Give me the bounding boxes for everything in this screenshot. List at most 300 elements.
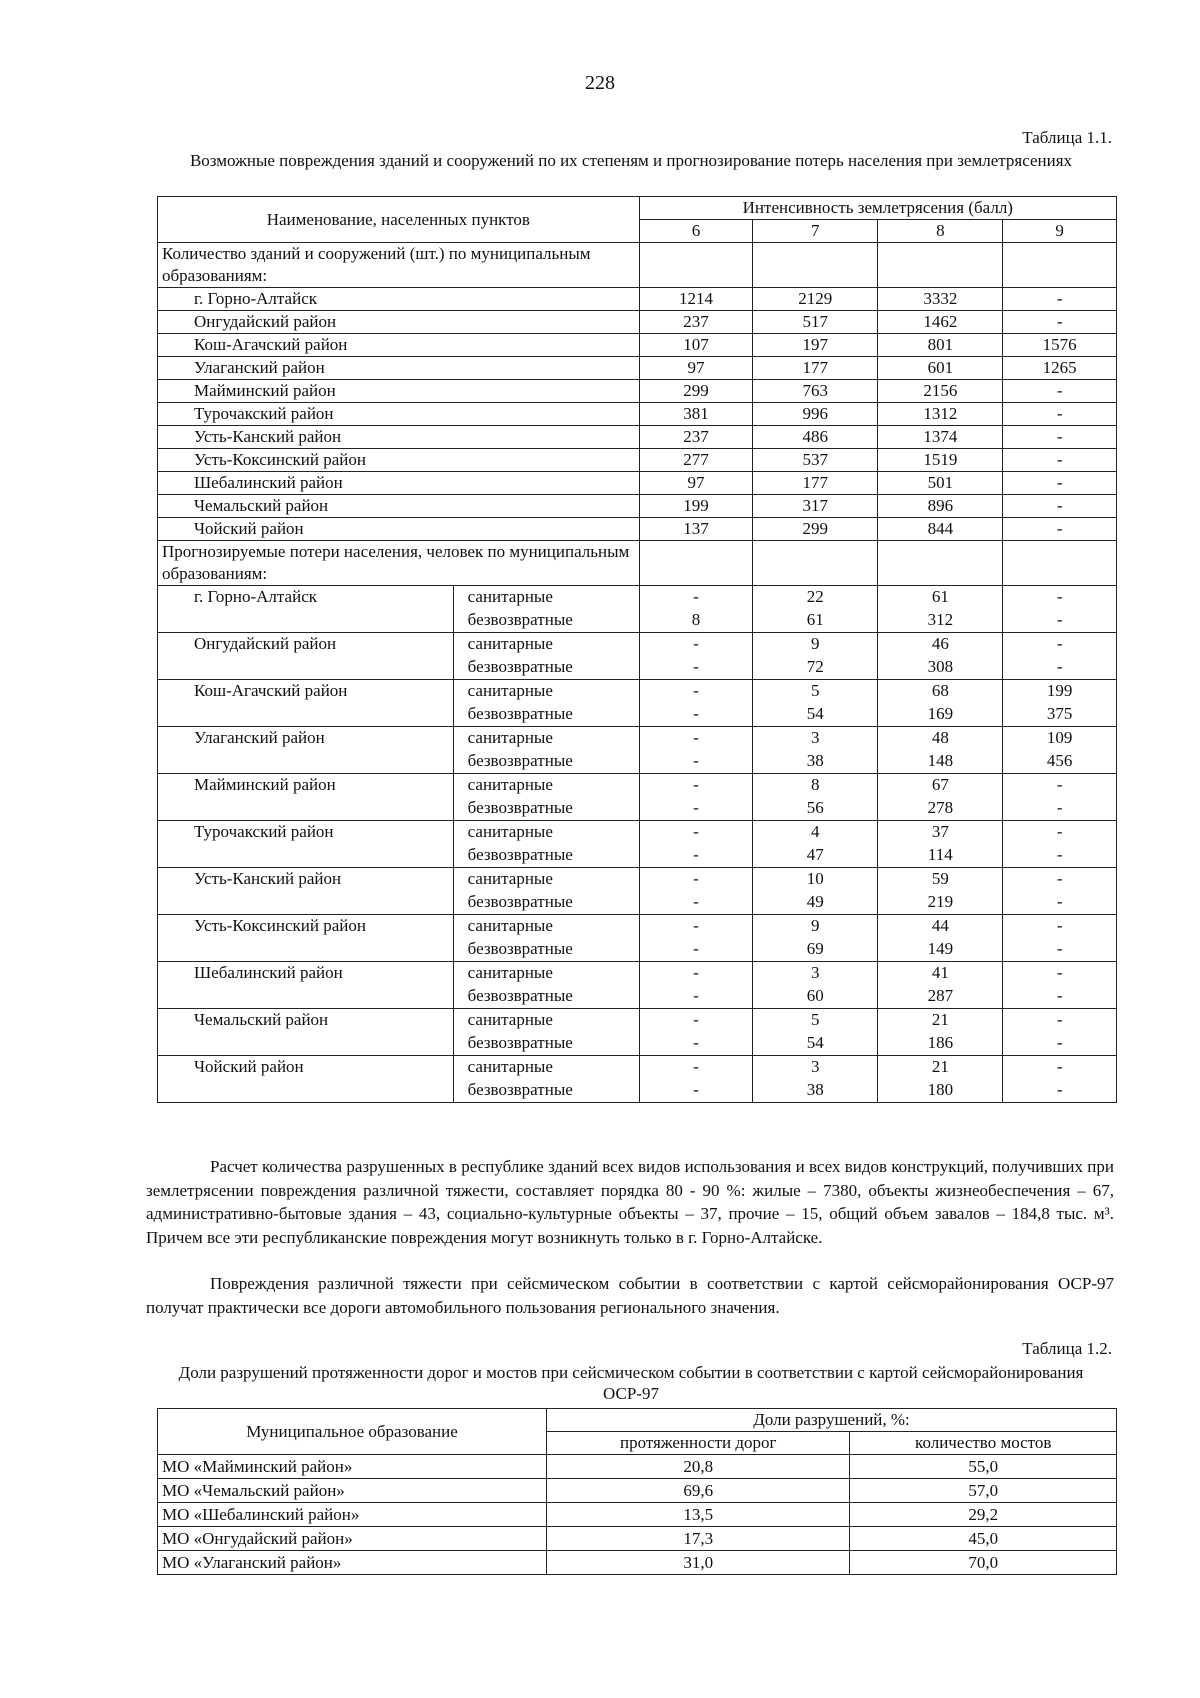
irrecoverable-value: 149 [927,939,954,958]
loss-type-irrecoverable: безвозвратные [467,939,573,958]
sanitary-value: 109 [1046,728,1073,747]
buildings-count-cell: 1374 [878,426,1003,449]
irrecoverable-value: - [693,1080,699,1099]
bridges-share: 45,0 [850,1527,1117,1551]
roads-share: 20,8 [547,1455,850,1479]
page-number: 228 [585,72,615,94]
sanitary-value: 5 [811,1010,820,1029]
loss-type-irrecoverable: безвозвратные [467,751,573,770]
roads-bridges-table [157,1408,1117,1575]
roads-share: 69,6 [547,1479,850,1503]
loss-value-cell [753,821,878,868]
table-row [158,727,1117,774]
sanitary-value: 61 [931,587,949,606]
empty-cell [753,541,878,586]
table-row [158,426,1117,449]
loss-value-cell [878,727,1003,774]
buildings-count-cell: - [1003,288,1117,311]
header-intensity: Интенсивность землетрясения (балл) [639,197,1116,220]
loss-value-cell [1003,821,1117,868]
buildings-count-cell: 317 [753,495,878,518]
sanitary-value: 9 [811,634,820,653]
loss-type-sanitary: санитарные [467,916,553,935]
irrecoverable-value: - [693,1033,699,1052]
empty-cell [878,541,1003,586]
loss-type-cell [453,633,639,680]
table-row [158,586,1117,633]
buildings-count-cell: - [1003,495,1117,518]
irrecoverable-value: 169 [927,704,954,723]
loss-type-irrecoverable: безвозвратные [467,1080,573,1099]
buildings-count-cell: - [1003,472,1117,495]
roads-share: 31,0 [547,1551,850,1575]
sanitary-value: - [1056,1010,1063,1029]
table-row [158,449,1117,472]
sanitary-value: 41 [931,963,949,982]
district-name: Чойский район [158,518,640,541]
loss-value-cell [1003,774,1117,821]
loss-value-cell [878,680,1003,727]
table-row [158,680,1117,727]
empty-cell [639,541,753,586]
table-row [158,915,1117,962]
district-name: Кош-Агачский район [158,334,640,357]
loss-type-cell [453,680,639,727]
empty-cell [1003,243,1117,288]
sanitary-value: - [1056,869,1063,888]
district-name: Майминский район [158,774,454,821]
irrecoverable-value: 278 [927,798,954,817]
loss-value-cell [1003,962,1117,1009]
loss-value-cell [753,727,878,774]
loss-value-cell [753,962,878,1009]
municipality-name: МО «Майминский район» [158,1455,547,1479]
irrecoverable-value: 72 [806,657,824,676]
district-name: Усть-Коксинский район [158,449,640,472]
loss-type-sanitary: санитарные [467,634,553,653]
irrecoverable-value: - [1056,657,1063,676]
district-name: Чемальский район [158,495,640,518]
sanitary-value: 21 [931,1057,949,1076]
irrecoverable-value: 47 [806,845,824,864]
buildings-count-cell: 237 [639,426,753,449]
loss-type-irrecoverable: безвозвратные [467,704,573,723]
sanitary-value: - [693,822,699,841]
loss-type-sanitary: санитарные [467,1057,553,1076]
sanitary-value: 10 [806,869,824,888]
table-row [158,1479,1117,1503]
sanitary-value: 3 [811,963,820,982]
loss-type-irrecoverable: безвозвратные [467,610,573,629]
buildings-count-cell: 801 [878,334,1003,357]
irrecoverable-value: 61 [806,610,824,629]
empty-cell [1003,541,1117,586]
district-name: Чемальский район [158,1009,454,1056]
buildings-count-cell: 197 [753,334,878,357]
loss-value-cell [1003,1056,1117,1103]
roads-share: 13,5 [547,1503,850,1527]
loss-value-cell [878,868,1003,915]
sanitary-value: 9 [811,916,820,935]
buildings-count-cell: 237 [639,311,753,334]
loss-type-sanitary: санитарные [467,587,553,606]
buildings-count-cell: 97 [639,357,753,380]
table2-label: Таблица 1.2. [1022,1339,1112,1358]
irrecoverable-value: 8 [691,610,701,629]
buildings-count-cell: 299 [639,380,753,403]
district-name: Турочакский район [158,821,454,868]
sanitary-value: 21 [931,1010,949,1029]
sanitary-value: 8 [811,775,820,794]
loss-value-cell [753,586,878,633]
loss-type-sanitary: санитарные [467,1010,553,1029]
table-row [158,868,1117,915]
irrecoverable-value: - [693,986,699,1005]
table-row [158,403,1117,426]
sanitary-value: 68 [931,681,949,700]
loss-type-cell [453,915,639,962]
loss-value-cell [753,868,878,915]
loss-value-cell [753,1056,878,1103]
loss-value-cell [753,633,878,680]
loss-value-cell [639,680,753,727]
municipality-name: МО «Чемальский район» [158,1479,547,1503]
irrecoverable-value: - [1056,892,1063,911]
district-name: г. Горно-Алтайск [158,288,640,311]
district-name: Кош-Агачский район [158,680,454,727]
irrecoverable-value: 54 [806,704,824,723]
loss-value-cell [878,962,1003,1009]
loss-type-cell [453,868,639,915]
district-name: г. Горно-Алтайск [158,586,454,633]
table2-title: Доли разрушений протяженности дорог и мостов при сейсмическом событии в соответствии с картой сейсморайонирования ОСР-97 [178,1363,1084,1403]
buildings-count-cell: 199 [639,495,753,518]
loss-value-cell [753,774,878,821]
buildings-count-cell: - [1003,380,1117,403]
sanitary-value: 3 [811,728,820,747]
sanitary-value: 46 [931,634,949,653]
irrecoverable-value: - [693,657,699,676]
loss-value-cell [639,821,753,868]
loss-type-irrecoverable: безвозвратные [467,986,573,1005]
table-row [158,774,1117,821]
loss-value-cell [878,1009,1003,1056]
irrecoverable-value: - [1056,1080,1063,1099]
sanitary-value: - [1056,634,1063,653]
sanitary-value: - [1056,775,1063,794]
irrecoverable-value: - [693,798,699,817]
loss-value-cell [753,680,878,727]
irrecoverable-value: 456 [1046,751,1073,770]
table-row [158,311,1117,334]
sanitary-value: - [693,587,699,606]
loss-type-irrecoverable: безвозвратные [467,892,573,911]
loss-type-irrecoverable: безвозвратные [467,845,573,864]
sanitary-value: 37 [931,822,949,841]
loss-type-sanitary: санитарные [467,822,553,841]
section-row-buildings [158,243,1117,288]
district-name: Шебалинский район [158,962,454,1009]
buildings-count-cell: 501 [878,472,1003,495]
table-row [158,357,1117,380]
empty-cell [878,243,1003,288]
loss-value-cell [878,633,1003,680]
table-row [158,1056,1117,1103]
section-row-losses [158,541,1117,586]
irrecoverable-value: - [1056,1033,1063,1052]
district-name: Усть-Коксинский район [158,915,454,962]
buildings-count-cell: 601 [878,357,1003,380]
sanitary-value: - [693,775,699,794]
irrecoverable-value: 148 [927,751,954,770]
table-row [158,821,1117,868]
buildings-count-cell: 763 [753,380,878,403]
sanitary-value: - [1056,587,1063,606]
table-row [158,1009,1117,1056]
header-col-7: 7 [753,220,878,243]
buildings-count-cell: 97 [639,472,753,495]
irrecoverable-value: 287 [927,986,954,1005]
irrecoverable-value: 54 [806,1033,824,1052]
irrecoverable-value: - [693,845,699,864]
loss-type-irrecoverable: безвозвратные [467,1033,573,1052]
header-municipality: Муниципальное образование [158,1409,547,1455]
buildings-count-cell: 517 [753,311,878,334]
buildings-count-cell: - [1003,518,1117,541]
buildings-count-cell: 996 [753,403,878,426]
buildings-count-cell: 1265 [1003,357,1117,380]
loss-type-sanitary: санитарные [467,681,553,700]
header-name-col: Наименование, населенных пунктов [158,197,640,243]
district-name: Улаганский район [158,357,640,380]
irrecoverable-value: - [693,704,699,723]
loss-type-irrecoverable: безвозвратные [467,798,573,817]
irrecoverable-value: - [693,939,699,958]
sanitary-value: - [1056,963,1063,982]
municipality-name: МО «Онгудайский район» [158,1527,547,1551]
loss-value-cell [639,1009,753,1056]
damage-forecast-table [157,196,1117,1103]
loss-value-cell [639,868,753,915]
loss-type-cell [453,727,639,774]
buildings-count-cell: 486 [753,426,878,449]
header-col-6: 6 [639,220,753,243]
district-name: Турочакский район [158,403,640,426]
loss-type-cell [453,821,639,868]
district-name: Усть-Канский район [158,868,454,915]
district-name: Чойский район [158,1056,454,1103]
irrecoverable-value: 56 [806,798,824,817]
sanitary-value: - [693,728,699,747]
sanitary-value: - [1056,916,1063,935]
district-name: Шебалинский район [158,472,640,495]
sanitary-value: - [693,634,699,653]
loss-value-cell [1003,868,1117,915]
irrecoverable-value: - [1056,610,1063,629]
loss-type-cell [453,774,639,821]
loss-type-cell [453,1056,639,1103]
sanitary-value: - [693,869,699,888]
table-row [158,1503,1117,1527]
irrecoverable-value: - [693,751,699,770]
municipality-name: МО «Улаганский район» [158,1551,547,1575]
table-row [158,1455,1117,1479]
loss-type-irrecoverable: безвозвратные [467,657,573,676]
district-name: Онгудайский район [158,633,454,680]
loss-value-cell [1003,727,1117,774]
loss-type-cell [453,962,639,1009]
buildings-count-cell: 537 [753,449,878,472]
table-row [158,518,1117,541]
empty-cell [753,243,878,288]
header-roads: протяженности дорог [547,1432,850,1455]
buildings-count-cell: - [1003,426,1117,449]
loss-value-cell [639,586,753,633]
sanitary-value: 5 [811,681,820,700]
table-row [158,495,1117,518]
loss-value-cell [1003,586,1117,633]
district-name: Онгудайский район [158,311,640,334]
paragraph-destruction-estimate: Расчет количества разрушенных в республике зданий всех видов использования и всех видов конструкций, получивших при землетрясении повреждения различной тяжести, составляет порядка 80 - 90 %: жилые – 7380, объекты жизнеобеспечения – 67, административно-бытовые здания – 43, социально-культурные объекты – 37, прочие – 15, общий объем завалов – 184,8 тыс. м³. Причем все эти республиканские повреждения могут возникнуть только в г. Горно-Алтайске. [146,1157,1114,1247]
buildings-count-cell: 2129 [753,288,878,311]
sanitary-value: - [693,1057,699,1076]
irrecoverable-value: 219 [927,892,954,911]
irrecoverable-value: 312 [927,610,954,629]
loss-value-cell [878,1056,1003,1103]
buildings-count-cell: 177 [753,357,878,380]
sanitary-value: 59 [931,869,949,888]
sanitary-value: - [1056,1057,1063,1076]
buildings-count-cell: 1312 [878,403,1003,426]
irrecoverable-value: - [693,892,699,911]
loss-value-cell [639,915,753,962]
irrecoverable-value: 114 [927,845,953,864]
loss-type-sanitary: санитарные [467,869,553,888]
buildings-count-cell: 107 [639,334,753,357]
roads-share: 17,3 [547,1527,850,1551]
buildings-count-cell: 844 [878,518,1003,541]
irrecoverable-value: 308 [927,657,954,676]
sanitary-value: 22 [806,587,824,606]
sanitary-value: - [693,1010,699,1029]
table-row [158,288,1117,311]
loss-value-cell [753,1009,878,1056]
loss-value-cell [753,915,878,962]
sanitary-value: - [1056,822,1063,841]
irrecoverable-value: 186 [927,1033,954,1052]
sanitary-value: 67 [931,775,949,794]
section-title-losses: Прогнозируемые потери населения, человек по муниципальным образованиям: [158,541,640,586]
sanitary-value: 44 [931,916,949,935]
buildings-count-cell: - [1003,403,1117,426]
sanitary-value: 4 [811,822,820,841]
loss-value-cell [639,774,753,821]
district-name: Улаганский район [158,727,454,774]
header-col-8: 8 [878,220,1003,243]
header-col-9: 9 [1003,220,1117,243]
loss-value-cell [878,774,1003,821]
municipality-name: МО «Шебалинский район» [158,1503,547,1527]
buildings-count-cell: 177 [753,472,878,495]
loss-value-cell [639,727,753,774]
loss-type-sanitary: санитарные [467,775,553,794]
buildings-count-cell: 3332 [878,288,1003,311]
sanitary-value: - [693,681,699,700]
loss-value-cell [1003,915,1117,962]
buildings-count-cell: 277 [639,449,753,472]
irrecoverable-value: 60 [806,986,824,1005]
section-title-buildings: Количество зданий и сооружений (шт.) по муниципальным образованиям: [158,243,640,288]
irrecoverable-value: 38 [806,751,824,770]
loss-value-cell [639,1056,753,1103]
irrecoverable-value: 180 [927,1080,954,1099]
sanitary-value: - [693,916,699,935]
loss-value-cell [878,586,1003,633]
buildings-count-cell: 1576 [1003,334,1117,357]
bridges-share: 70,0 [850,1551,1117,1575]
buildings-count-cell: 137 [639,518,753,541]
buildings-count-cell: 896 [878,495,1003,518]
loss-type-cell [453,1009,639,1056]
buildings-count-cell: 1519 [878,449,1003,472]
table1-title: Возможные повреждения зданий и сооружений по их степеням и прогнозирование потерь населения при землетрясениях [189,151,1073,170]
district-name: Майминский район [158,380,640,403]
irrecoverable-value: 38 [806,1080,824,1099]
buildings-count-cell: - [1003,449,1117,472]
buildings-count-cell: 1214 [639,288,753,311]
table-row [158,334,1117,357]
loss-type-sanitary: санитарные [467,963,553,982]
table-row [158,472,1117,495]
irrecoverable-value: - [1056,798,1063,817]
irrecoverable-value: - [1056,939,1063,958]
irrecoverable-value: 69 [806,939,824,958]
loss-type-sanitary: санитарные [467,728,553,747]
table-row [158,1527,1117,1551]
loss-value-cell [1003,1009,1117,1056]
bridges-share: 57,0 [850,1479,1117,1503]
bridges-share: 29,2 [850,1503,1117,1527]
table-row [158,380,1117,403]
buildings-count-cell: 299 [753,518,878,541]
buildings-count-cell: 1462 [878,311,1003,334]
district-name: Усть-Канский район [158,426,640,449]
table1-label: Таблица 1.1. [1022,128,1112,147]
buildings-count-cell: - [1003,311,1117,334]
loss-type-cell [453,586,639,633]
table-row [158,633,1117,680]
paragraph-roads-damage: Повреждения различной тяжести при сейсмическом событии в соответствии с картой сейсморайонирования ОСР-97 получат практически все дороги автомобильного пользования регионального значения. [146,1274,1114,1317]
loss-value-cell [878,915,1003,962]
irrecoverable-value: - [1056,986,1063,1005]
loss-value-cell [639,633,753,680]
empty-cell [639,243,753,288]
table-row [158,962,1117,1009]
loss-value-cell [639,962,753,1009]
sanitary-value: 199 [1046,681,1073,700]
sanitary-value: 3 [811,1057,820,1076]
loss-value-cell [878,821,1003,868]
irrecoverable-value: 49 [806,892,824,911]
irrecoverable-value: 375 [1046,704,1073,723]
header-destruction-share: Доли разрушений, %: [547,1409,1117,1432]
sanitary-value: 48 [931,728,949,747]
bridges-share: 55,0 [850,1455,1117,1479]
table-row [158,1551,1117,1575]
buildings-count-cell: 2156 [878,380,1003,403]
sanitary-value: - [693,963,699,982]
irrecoverable-value: - [1056,845,1063,864]
